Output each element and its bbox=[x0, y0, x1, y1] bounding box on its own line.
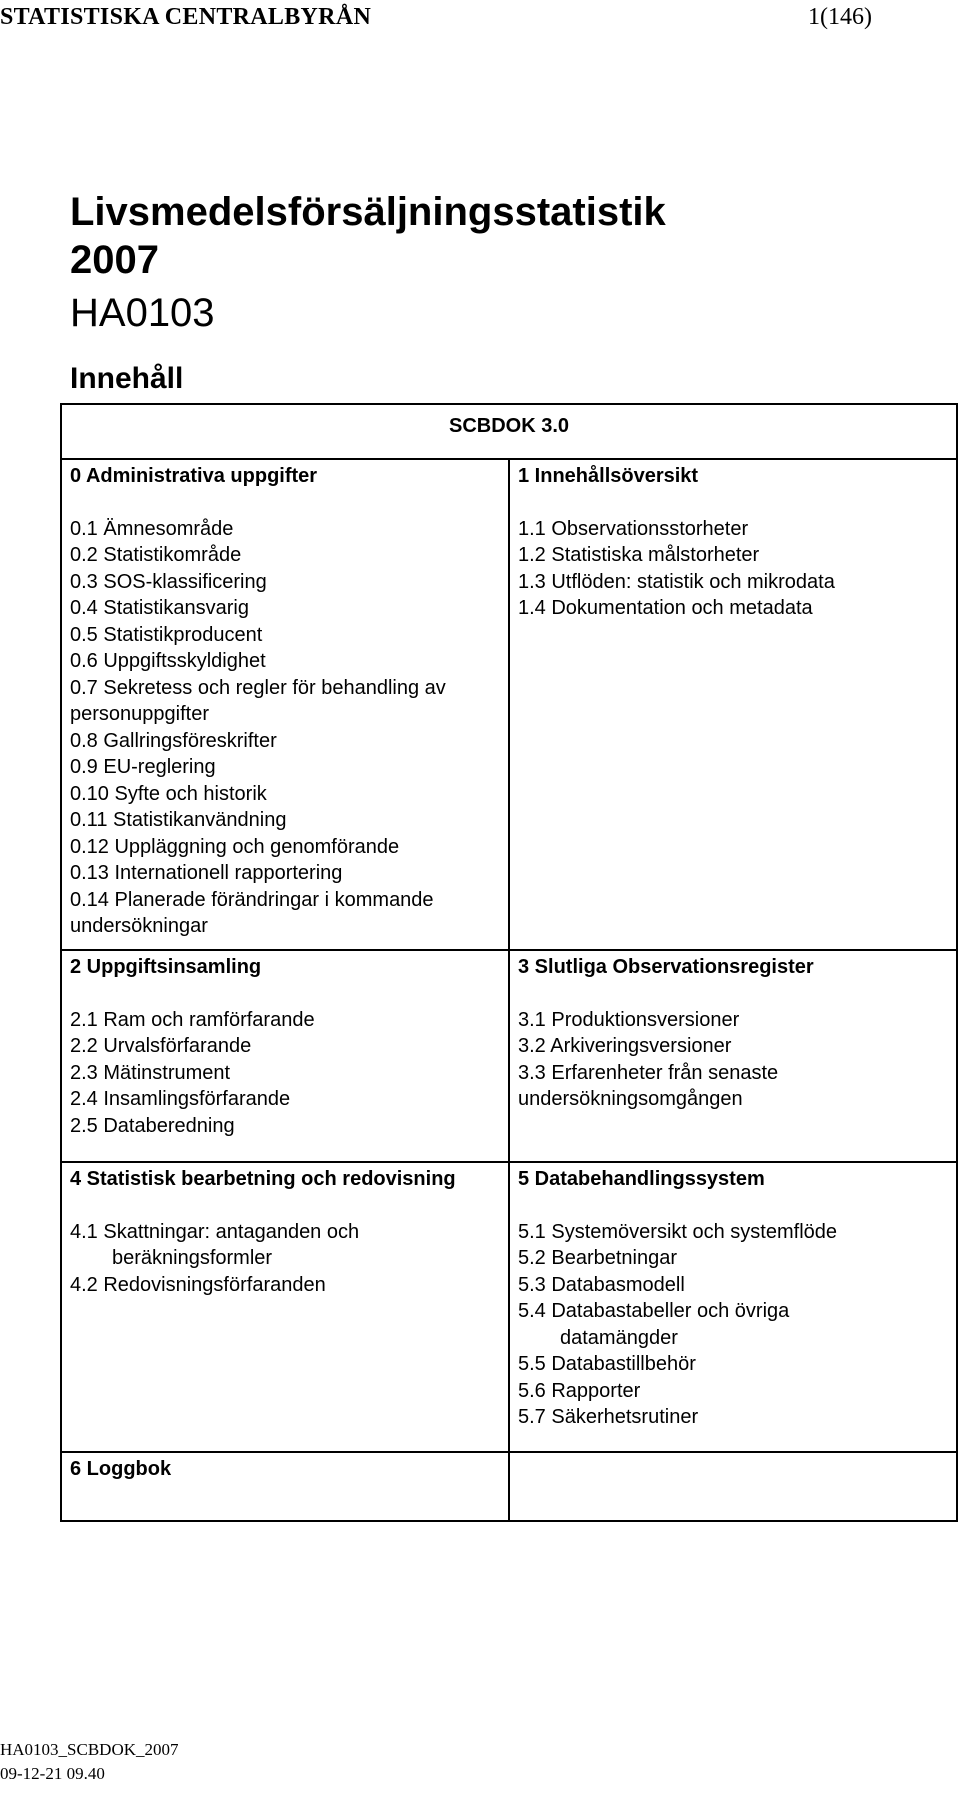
agency-name: STATISTISKA CENTRALBYRÅN bbox=[0, 4, 372, 30]
toc-item[interactable]: 0.5 Statistikproducent bbox=[70, 623, 263, 646]
toc-item[interactable]: 0.4 Statistikansvarig bbox=[70, 597, 249, 619]
toc-item[interactable]: 0.13 Internationell rapportering bbox=[70, 862, 343, 884]
document-title: Livsmedelsförsäljningsstatistik bbox=[70, 190, 666, 234]
toc-item[interactable]: 0.14 Planerade förändringar i kommande undersökningar bbox=[70, 888, 434, 937]
toc-item[interactable]: 2.3 Mätinstrument bbox=[70, 1061, 231, 1084]
toc-item[interactable]: 5.7 Säkerhetsrutiner bbox=[518, 1406, 699, 1428]
toc-item[interactable]: 4.1 Skattningar: antaganden och bbox=[70, 1220, 360, 1243]
toc-item[interactable]: 0.8 Gallringsföreskrifter bbox=[70, 729, 277, 752]
toc-item[interactable]: 5.3 Databasmodell bbox=[518, 1273, 685, 1296]
toc-item[interactable]: 2.2 Urvalsförfarande bbox=[70, 1035, 252, 1057]
toc-item[interactable]: 0.9 EU-reglering bbox=[70, 756, 216, 778]
contents-table bbox=[60, 403, 958, 1522]
toc-item[interactable]: 5.5 Databastillbehör bbox=[518, 1353, 696, 1375]
toc-item[interactable]: 1.4 Dokumentation och metadata bbox=[518, 597, 813, 619]
footer-doc-id: HA0103_SCBDOK_2007 bbox=[0, 1740, 179, 1759]
document-year: 2007 bbox=[70, 238, 159, 282]
document-version: SCBDOK 3.0 bbox=[61, 404, 957, 459]
toc-item[interactable]: 3.2 Arkiveringsversioner bbox=[518, 1035, 732, 1057]
toc-item[interactable]: 5.2 Bearbetningar bbox=[518, 1247, 678, 1269]
toc-item[interactable]: 1.3 Utflöden: statistik och mikrodata bbox=[518, 570, 835, 593]
toc-item[interactable]: 4.2 Redovisningsförfaranden bbox=[70, 1273, 326, 1296]
section-5-cell bbox=[509, 1162, 957, 1452]
section-5-title[interactable]: 5 Databehandlingssystem bbox=[518, 1168, 765, 1190]
toc-item[interactable]: 0.6 Uppgiftsskyldighet bbox=[70, 650, 266, 672]
section-1-title[interactable]: 1 Innehållsöversikt bbox=[518, 465, 699, 487]
toc-item-continuation[interactable]: datamängder bbox=[560, 1326, 678, 1349]
toc-item[interactable]: 1.2 Statistiska målstorheter bbox=[518, 544, 760, 566]
toc-item[interactable]: 0.10 Syfte och historik bbox=[70, 782, 267, 805]
section-0-cell bbox=[61, 459, 509, 950]
section-2-cell bbox=[61, 950, 509, 1162]
section-3-cell bbox=[509, 950, 957, 1162]
toc-item[interactable]: 0.2 Statistikområde bbox=[70, 544, 242, 566]
toc-item[interactable]: 5.1 Systemöversikt och systemflöde bbox=[518, 1220, 838, 1243]
toc-item[interactable]: 5.6 Rapporter bbox=[518, 1379, 641, 1402]
toc-item-continuation[interactable]: beräkningsformler bbox=[112, 1247, 273, 1269]
contents-heading: Innehåll bbox=[70, 362, 184, 395]
toc-item[interactable]: 3.3 Erfarenheter från senaste undersökningsomgången bbox=[518, 1061, 779, 1110]
product-code: HA0103 bbox=[70, 291, 215, 335]
toc-item[interactable]: 0.12 Uppläggning och genomförande bbox=[70, 835, 400, 858]
section-0-title[interactable]: 0 Administrativa uppgifter bbox=[70, 465, 318, 487]
empty-cell bbox=[509, 1452, 957, 1521]
section-1-cell bbox=[509, 459, 957, 950]
toc-item[interactable]: 2.4 Insamlingsförfarande bbox=[70, 1088, 291, 1110]
toc-item[interactable]: 2.5 Databeredning bbox=[70, 1114, 235, 1137]
toc-item[interactable]: 0.11 Statistikanvändning bbox=[70, 809, 287, 831]
toc-item[interactable]: 0.3 SOS-klassificering bbox=[70, 570, 267, 593]
section-4-cell bbox=[61, 1162, 509, 1452]
section-2-title[interactable]: 2 Uppgiftsinsamling bbox=[70, 956, 262, 978]
section-3-title[interactable]: 3 Slutliga Observationsregister bbox=[518, 956, 814, 978]
section-4-title[interactable]: 4 Statistisk bearbetning och redovisning bbox=[70, 1168, 456, 1190]
section-6-title[interactable]: 6 Loggbok bbox=[70, 1458, 172, 1480]
toc-item[interactable]: 0.1 Ämnesområde bbox=[70, 517, 234, 540]
toc-item[interactable]: 2.1 Ram och ramförfarande bbox=[70, 1008, 315, 1031]
toc-item[interactable]: 1.1 Observationsstorheter bbox=[518, 517, 749, 540]
toc-item[interactable]: 5.4 Databastabeller och övriga bbox=[518, 1300, 790, 1322]
footer-timestamp: 09-12-21 09.40 bbox=[0, 1764, 105, 1783]
section-6-cell bbox=[61, 1452, 509, 1521]
page-number: 1(146) bbox=[808, 4, 872, 30]
toc-item[interactable]: 3.1 Produktionsversioner bbox=[518, 1008, 740, 1031]
toc-item[interactable]: 0.7 Sekretess och regler för behandling av personuppgifter bbox=[70, 676, 446, 725]
